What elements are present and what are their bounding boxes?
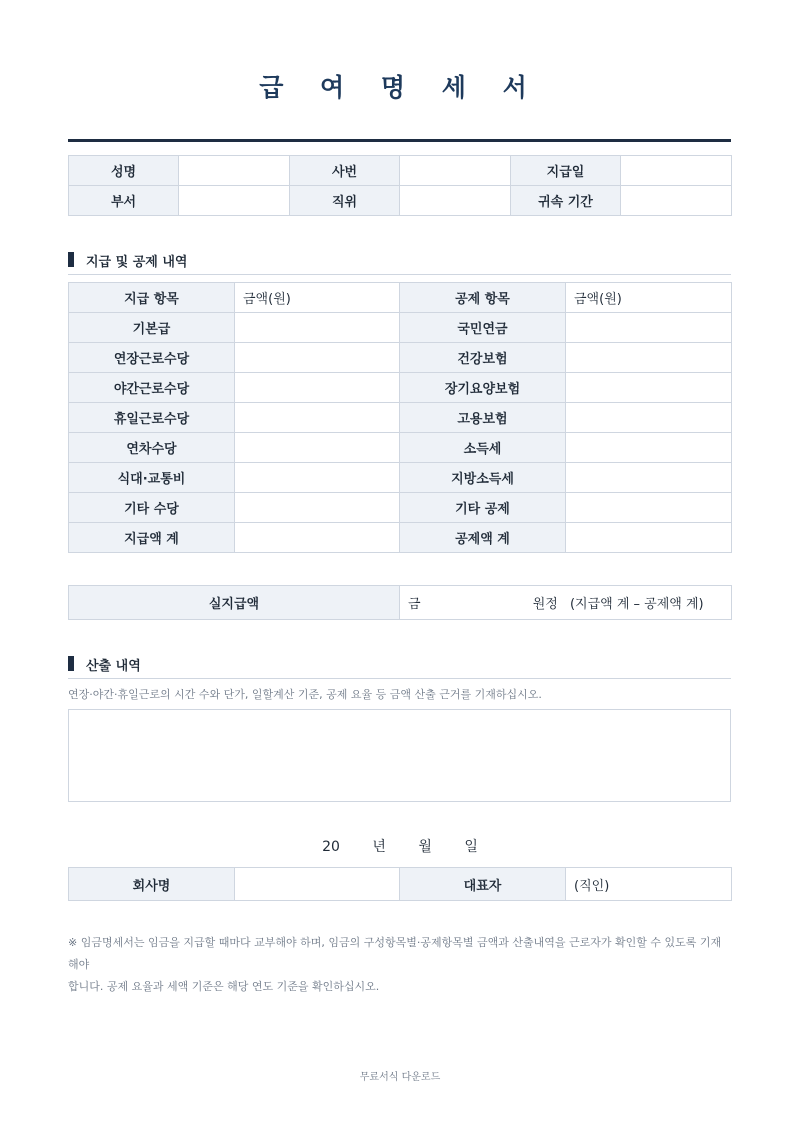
pay-deduction-table [68, 282, 732, 553]
date-year: 년 [372, 839, 386, 855]
pay-item-label: 휴일근로수당 [69, 403, 235, 433]
date-day: 일 [464, 839, 478, 855]
table-row [69, 313, 732, 343]
deduction-item-label: 소득세 [400, 433, 566, 463]
table-row [69, 343, 732, 373]
deduction-amount-field[interactable] [566, 343, 732, 373]
deduction-amount-field[interactable] [566, 373, 732, 403]
section-title: 산출 내역 [86, 659, 141, 674]
calculation-details-field[interactable] [68, 709, 731, 802]
deduction-total-field[interactable] [566, 523, 732, 553]
issue-date [0, 836, 800, 856]
section-title: 지급 및 공제 내역 [86, 255, 188, 270]
deduction-total-label: 공제액 계 [400, 523, 566, 553]
pay-total-field[interactable] [235, 523, 400, 553]
notice-line: ※ 임금명세서는 임금을 지급할 때마다 교부해야 하며, 임금의 구성항목별·공제항목별 금액과 산출내역을 근로자가 확인할 수 있도록 기재해야 [68, 936, 722, 971]
employee-id-field[interactable] [400, 156, 511, 186]
pay-item-label: 연장근로수당 [69, 343, 235, 373]
deduction-item-label: 건강보험 [400, 343, 566, 373]
document-title: 급 여 명 세 서 [259, 73, 541, 102]
pay-date-field[interactable] [621, 156, 732, 186]
table-row [69, 493, 732, 523]
pay-total-label: 지급액 계 [69, 523, 235, 553]
pay-amount-header: 금액(원) [235, 283, 400, 313]
net-pay-formula: (지급액 계 – 공제액 계) [569, 597, 704, 612]
table-row [69, 433, 732, 463]
table-row [69, 463, 732, 493]
pay-amount-field[interactable] [235, 373, 400, 403]
employee-info-table [68, 155, 732, 216]
date-month: 월 [418, 839, 432, 855]
deduction-amount-header: 금액(원) [566, 283, 732, 313]
deduction-amount-field[interactable] [566, 433, 732, 463]
net-pay-suffix: 원정 [532, 597, 558, 612]
company-label: 회사명 [69, 868, 235, 901]
period-field[interactable] [621, 186, 732, 216]
deduction-amount-field[interactable] [566, 403, 732, 433]
deduction-item-label: 기타 공제 [400, 493, 566, 523]
position-label: 직위 [290, 186, 400, 216]
pay-amount-field[interactable] [235, 463, 400, 493]
pay-amount-field[interactable] [235, 403, 400, 433]
net-pay-table [68, 585, 732, 620]
table-row [69, 403, 732, 433]
net-pay-label: 실지급액 [69, 586, 400, 620]
pay-item-label: 기본급 [69, 313, 235, 343]
table-row [69, 373, 732, 403]
table-row [69, 523, 732, 553]
deduction-amount-field[interactable] [566, 493, 732, 523]
pay-date-label: 지급일 [511, 156, 621, 186]
signature-table [68, 867, 732, 901]
pay-item-label: 식대·교통비 [69, 463, 235, 493]
pay-item-header: 지급 항목 [69, 283, 235, 313]
name-label: 성명 [69, 156, 179, 186]
ceo-label: 대표자 [400, 868, 566, 901]
section-marker [68, 656, 74, 671]
section-marker [68, 252, 74, 267]
pay-amount-field[interactable] [235, 433, 400, 463]
deduction-amount-field[interactable] [566, 313, 732, 343]
pay-section-heading [68, 248, 731, 275]
pay-item-label: 야간근로수당 [69, 373, 235, 403]
pay-amount-field[interactable] [235, 493, 400, 523]
net-pay-field[interactable] [400, 586, 732, 620]
footer-text: 무료서식 다운로드 [359, 1072, 441, 1083]
ceo-field[interactable]: (직인) [566, 868, 732, 901]
department-label: 부서 [69, 186, 179, 216]
pay-item-label: 기타 수당 [69, 493, 235, 523]
deduction-item-label: 장기요양보험 [400, 373, 566, 403]
calculation-hint: 연장·야간·휴일근로의 시간 수와 단가, 일할계산 기준, 공제 요율 등 금액 산출 근거를 기재하십시오. [68, 688, 542, 701]
department-field[interactable] [179, 186, 290, 216]
company-field[interactable] [235, 868, 400, 901]
employee-id-label: 사번 [290, 156, 400, 186]
calculation-section-heading [68, 652, 731, 679]
deduction-item-label: 지방소득세 [400, 463, 566, 493]
deduction-item-label: 국민연금 [400, 313, 566, 343]
pay-amount-field[interactable] [235, 343, 400, 373]
deduction-amount-field[interactable] [566, 463, 732, 493]
net-pay-prefix: 금 [408, 597, 421, 612]
deduction-item-label: 고용보험 [400, 403, 566, 433]
position-field[interactable] [400, 186, 511, 216]
title-divider [68, 139, 731, 142]
deduction-item-header: 공제 항목 [400, 283, 566, 313]
pay-item-label: 연차수당 [69, 433, 235, 463]
name-field[interactable] [179, 156, 290, 186]
notice-text [68, 932, 731, 998]
period-label: 귀속 기간 [511, 186, 621, 216]
pay-amount-field[interactable] [235, 313, 400, 343]
notice-line: 합니다. 공제 요율과 세액 기준은 해당 연도 기준을 확인하십시오. [68, 980, 380, 993]
date-year-prefix: 20 [322, 839, 340, 855]
